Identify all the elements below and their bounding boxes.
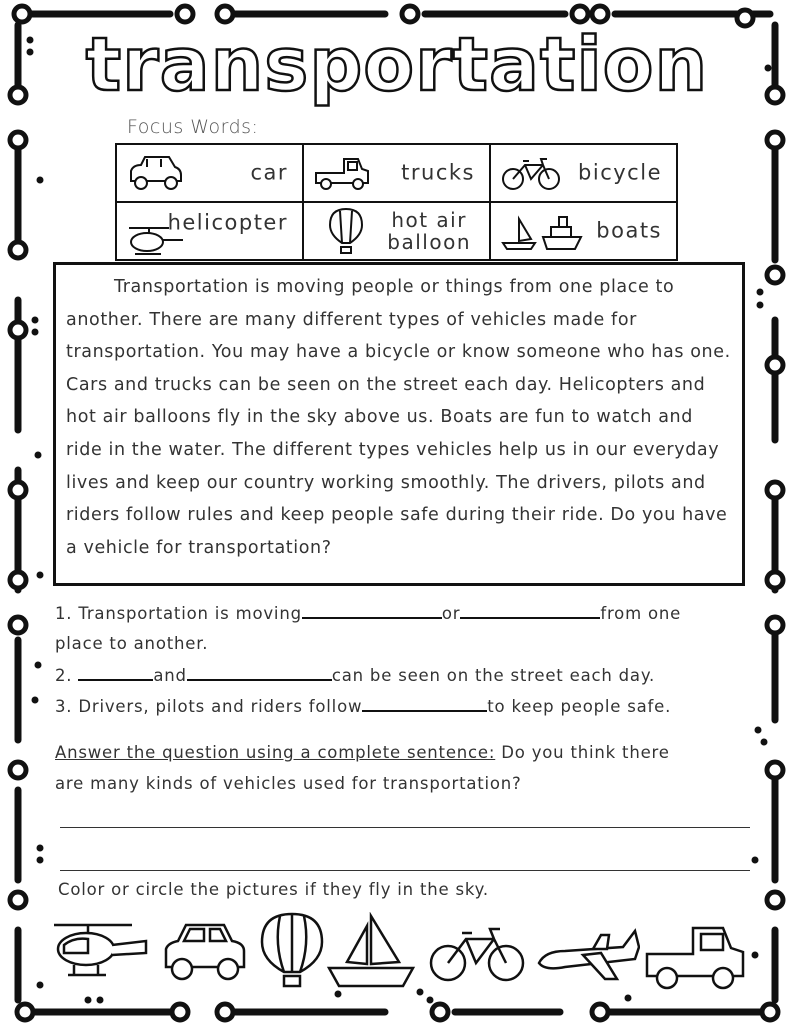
question-3 [55,696,671,716]
open-question-line-2: are many kinds of vehicles used for transportation? [55,774,522,793]
question-text: or [441,604,461,623]
answer-blank[interactable] [302,603,442,619]
truck-icon[interactable] [643,922,747,990]
question-2 [55,665,655,685]
open-question-instruction: Answer the question using a complete sentence: [55,743,496,762]
bicycle-icon[interactable] [428,925,526,985]
airplane-icon[interactable] [535,925,640,985]
open-question [55,743,670,762]
focus-word: helicopter [167,210,288,235]
question-1 [55,603,681,623]
focus-word: boats [596,218,662,243]
question-text: to keep people safe. [487,697,672,716]
question-text: can be seen on the street each day. [331,666,656,685]
focus-words-label: Focus Words: [127,116,259,138]
focus-word-cell [116,202,303,260]
focus-word-cell [303,202,490,260]
question-text: from one [600,604,682,623]
hot-air-balloon-icon[interactable] [258,910,328,990]
answer-writing-line[interactable] [60,827,750,828]
sailboat-icon[interactable] [325,912,417,990]
focus-word-cell [116,144,303,202]
focus-word-line: hot air [391,208,467,232]
focus-word-cell [490,202,677,260]
focus-word: trucks [401,160,475,185]
reading-passage: Transportation is moving people or things from one place to another. There are many different types of vehicles made for transportation. You may have a bicycle or know someone who has one. Cars and trucks can be seen on the street each day. Helicopters and hot air balloons fly in the sky above us. Boats are fun to watch and ride in the water. The different types vehicles help us in our everyday lives and keep our country working smoothly. The drivers, pilots and riders follow rules and keep people safe during their ride. Do you have a vehicle for transportation? [66,277,731,558]
focus-word: bicycle [578,160,662,185]
answer-blank[interactable] [362,696,487,712]
focus-word-cell [490,144,677,202]
answer-blank[interactable] [187,665,332,681]
reading-passage-box [53,262,745,586]
truck-icon [312,153,372,193]
question-text: and [153,666,187,685]
answer-writing-line[interactable] [60,870,750,871]
bicycle-icon [499,153,563,193]
open-question-text: Do you think there [495,743,670,762]
question-1-continued: place to another. [55,634,209,653]
answer-blank[interactable] [460,603,600,619]
helicopter-icon[interactable] [50,915,150,985]
answer-blank[interactable] [78,665,153,681]
question-text: 1. Transportation is moving [55,604,302,623]
question-text: 3. Drivers, pilots and riders follow [55,697,363,716]
car-icon [125,153,185,193]
hot-air-balloon-icon [326,207,366,255]
page-title: transportation [85,22,709,108]
focus-word [387,209,471,253]
focus-word-cell [303,144,490,202]
car-icon[interactable] [160,915,250,985]
focus-word-line: balloon [387,230,471,254]
color-instruction: Color or circle the pictures if they fly in the sky. [58,880,489,899]
boats-icon [499,209,583,253]
question-text: 2. [55,666,73,685]
focus-word: car [250,160,288,185]
focus-words-table [115,143,678,261]
